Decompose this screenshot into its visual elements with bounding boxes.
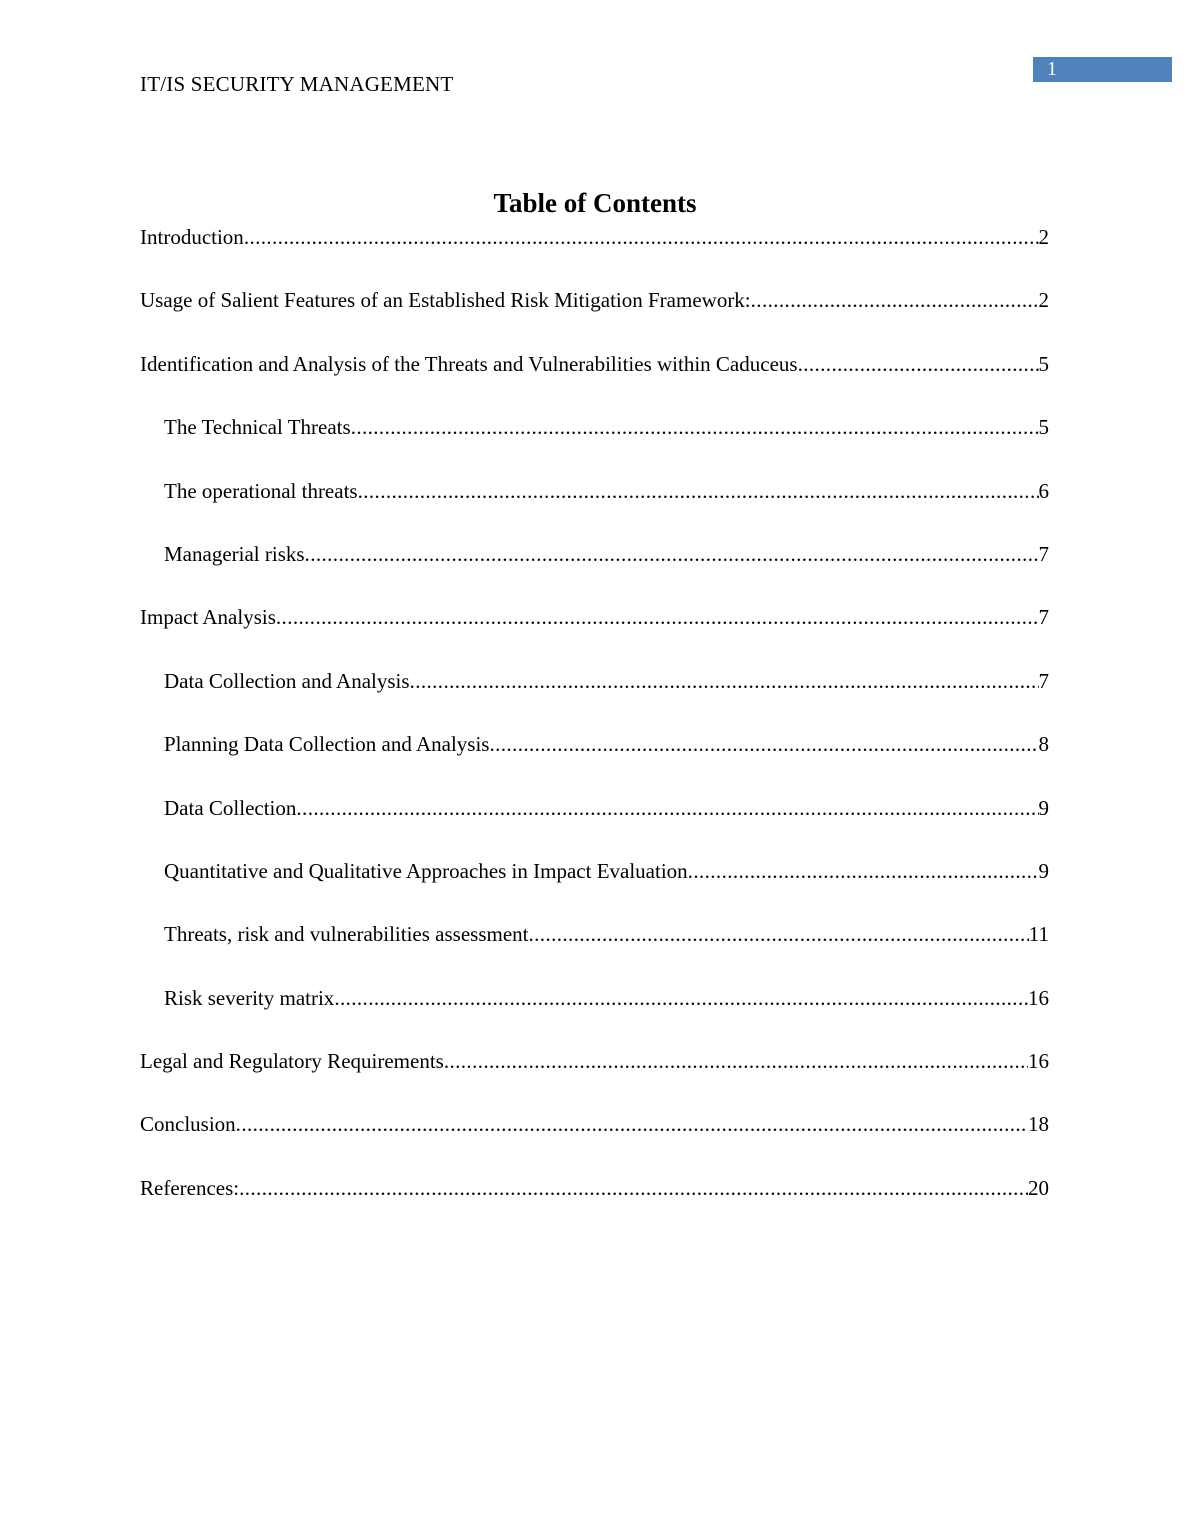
toc-entry-label: Data Collection bbox=[164, 795, 297, 820]
toc-entry-managerial-risks[interactable] bbox=[140, 540, 1049, 603]
toc-entry-usage-of-salient-features[interactable] bbox=[140, 286, 1049, 349]
toc-entry-label: Impact Analysis bbox=[140, 605, 276, 630]
toc-dot-leader bbox=[236, 1110, 1028, 1138]
toc-entry-label: Usage of Salient Features of an Established Risk Mitigation Framework: bbox=[140, 288, 751, 313]
toc-entry-identification-and-analysis[interactable] bbox=[140, 350, 1049, 413]
toc-entry-technical-threats[interactable] bbox=[140, 413, 1049, 476]
toc-entry-page: 7 bbox=[1038, 605, 1049, 630]
toc-entry-conclusion[interactable] bbox=[140, 1110, 1049, 1173]
toc-entry-threats-risk-vulnerabilities[interactable] bbox=[140, 920, 1049, 983]
toc-entry-label: Data Collection and Analysis bbox=[164, 668, 410, 693]
toc-dot-leader bbox=[410, 667, 1039, 695]
toc-entry-page: 7 bbox=[1038, 541, 1049, 566]
toc-entry-label: Threats, risk and vulnerabilities assessment bbox=[164, 922, 529, 947]
toc-dot-leader bbox=[244, 223, 1039, 251]
toc-entry-references[interactable] bbox=[140, 1174, 1049, 1237]
toc-entry-label: Planning Data Collection and Analysis bbox=[164, 732, 490, 757]
toc-entry-label: Risk severity matrix bbox=[164, 985, 335, 1010]
toc-entry-data-collection-and-analysis[interactable] bbox=[140, 667, 1049, 730]
toc-entry-page: 5 bbox=[1038, 415, 1049, 440]
toc-dot-leader bbox=[688, 857, 1039, 885]
toc-entry-label: The Technical Threats bbox=[164, 415, 351, 440]
toc-dot-leader bbox=[239, 1174, 1028, 1202]
toc-entry-legal-regulatory[interactable] bbox=[140, 1047, 1049, 1110]
toc-entry-label: Legal and Regulatory Requirements bbox=[140, 1049, 444, 1074]
toc-entry-page: 2 bbox=[1038, 288, 1049, 313]
toc-entry-page: 9 bbox=[1038, 858, 1049, 883]
running-header: IT/IS SECURITY MANAGEMENT bbox=[140, 72, 454, 96]
toc-entry-label: Quantitative and Qualitative Approaches in Impact Evaluation bbox=[164, 858, 688, 883]
page-number: 1 bbox=[1047, 58, 1057, 80]
toc-entry-label: Introduction bbox=[140, 225, 244, 249]
toc-entry-label: References: bbox=[140, 1175, 240, 1200]
toc-entry-risk-severity-matrix[interactable] bbox=[140, 984, 1049, 1047]
toc-title: Table of Contents bbox=[493, 188, 697, 218]
toc-dot-leader bbox=[798, 350, 1039, 378]
toc-entry-page: 16 bbox=[1028, 1049, 1049, 1074]
toc-entry-page: 8 bbox=[1038, 732, 1049, 757]
table-of-contents bbox=[140, 223, 1049, 1237]
toc-entry-operational-threats[interactable] bbox=[140, 477, 1049, 540]
toc-dot-leader bbox=[444, 1047, 1028, 1075]
toc-dot-leader bbox=[305, 540, 1039, 568]
toc-entry-label: Managerial risks bbox=[164, 541, 305, 566]
toc-dot-leader bbox=[529, 920, 1029, 948]
toc-entry-label: The operational threats bbox=[164, 478, 358, 503]
toc-entry-page: 2 bbox=[1038, 225, 1049, 249]
toc-dot-leader bbox=[751, 286, 1039, 314]
page-number-badge bbox=[1033, 57, 1172, 82]
toc-dot-leader bbox=[358, 477, 1039, 505]
toc-entry-planning-data-collection[interactable] bbox=[140, 730, 1049, 793]
toc-entry-page: 18 bbox=[1028, 1112, 1049, 1137]
toc-entry-label: Conclusion bbox=[140, 1112, 236, 1137]
toc-dot-leader bbox=[489, 730, 1038, 758]
toc-entry-data-collection[interactable] bbox=[140, 794, 1049, 857]
toc-dot-leader bbox=[276, 603, 1039, 631]
toc-entry-page: 5 bbox=[1038, 351, 1049, 376]
toc-entry-label: Identification and Analysis of the Threats and Vulnerabilities within Caduceus bbox=[140, 351, 798, 376]
toc-entry-page: 11 bbox=[1028, 922, 1049, 947]
toc-entry-page: 16 bbox=[1028, 985, 1049, 1010]
toc-entry-page: 6 bbox=[1038, 478, 1049, 503]
toc-entry-introduction[interactable] bbox=[140, 223, 1049, 286]
toc-dot-leader bbox=[296, 794, 1038, 822]
toc-dot-leader bbox=[334, 984, 1028, 1012]
toc-entry-page: 20 bbox=[1028, 1175, 1049, 1200]
toc-entry-page: 7 bbox=[1038, 668, 1049, 693]
toc-entry-quantitative-qualitative[interactable] bbox=[140, 857, 1049, 920]
toc-dot-leader bbox=[351, 413, 1039, 441]
toc-entry-impact-analysis[interactable] bbox=[140, 603, 1049, 666]
toc-entry-page: 9 bbox=[1038, 795, 1049, 820]
